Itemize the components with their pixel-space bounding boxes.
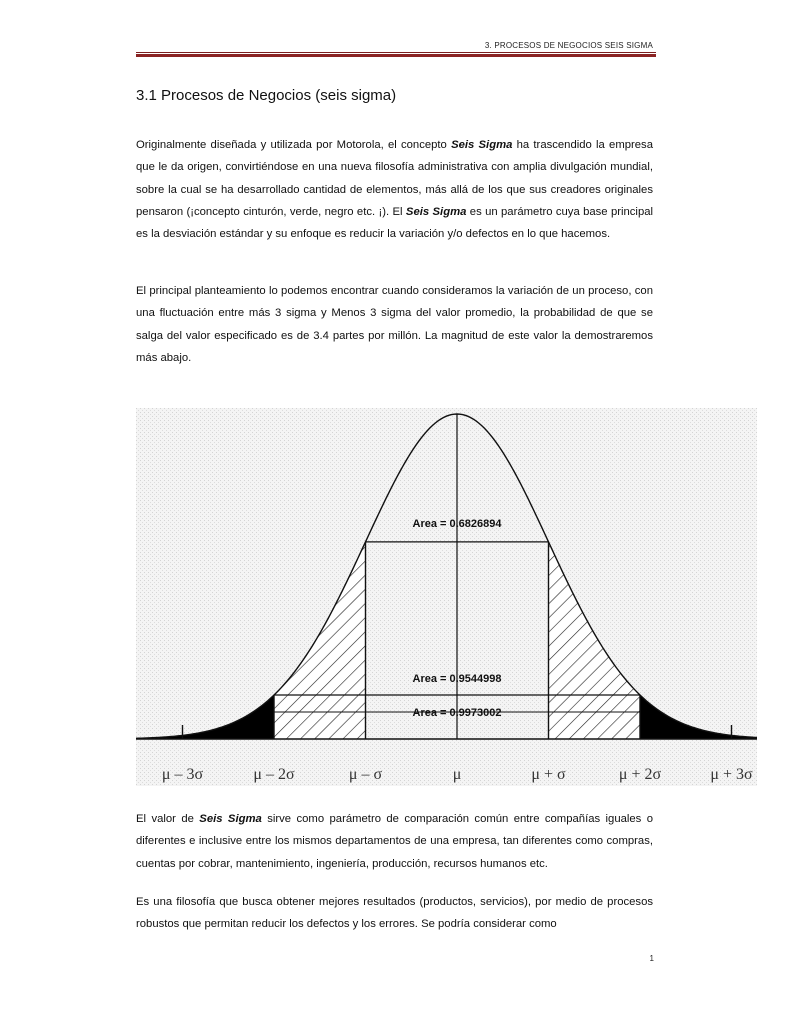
paragraph-intro: Originalmente diseñada y utilizada por Motorola, el concepto Seis Sigma ha trascendido la empresa que le da origen, convirtiéndose en una nueva filosofía administrativa con amplia divulgación mundial, sobre la cual se ha desarrollado cantidad de elementos, más allá de los que sus creadores originales pensaron (¡concepto cinturón, verde, negro etc. ¡). El Seis Sigma es un parámetro cuya base principal es la desviación estándar y su enfoque es reducir la variación y/o defectos en lo que hacemos. (136, 139, 654, 241)
area-label: Area = 0.9973002 (412, 707, 502, 720)
axis-tick-label: μ + 2σ (618, 766, 662, 783)
axis-tick-label: μ + 3σ (710, 766, 753, 783)
running-header: 3. PROCESOS DE NEGOCIOS SEIS SIGMA (484, 41, 653, 50)
page-number: 1 (649, 954, 654, 963)
seis-sigma-emphasis: Seis Sigma (405, 205, 467, 218)
normal-distribution-figure (136, 408, 757, 786)
area-label: Area = 0.9544998 (412, 673, 502, 686)
area-label: Area = 0.6826894 (412, 517, 502, 530)
axis-tick-label: μ – σ (348, 766, 383, 783)
paragraph-comparison: El valor de Seis Sigma sirve como parámetro de comparación común entre compañías iguales o diferentes e inclusive entre los mismos departamentos de una empresa, tan diferentes como compras, cuentas por cobrar, mantenimiento, ingeniería, producción, recursos humanos etc. (136, 813, 654, 870)
seis-sigma-emphasis: Seis Sigma (199, 813, 262, 825)
axis-tick-label: μ (452, 766, 462, 783)
axis-tick-label: μ – 2σ (253, 766, 295, 783)
section-title: 3.1 Procesos de Negocios (seis sigma) (136, 87, 397, 104)
seis-sigma-emphasis: Seis Sigma (451, 139, 513, 151)
axis-tick-label: μ + σ (531, 766, 566, 783)
paragraph-philosophy: Es una filosofía que busca obtener mejores resultados (productos, servicios), por medio de procesos robustos que permitan reducir los defectos y los errores. Se podría considerar como (136, 896, 653, 931)
header-rule (136, 52, 656, 57)
paragraph-principal: El principal planteamiento lo podemos encontrar cuando consideramos la variación de un proceso, con una fluctuación entre más 3 sigma y Menos 3 sigma del valor promedio, la probabilidad de que se salga del valor especificado es de 3.4 partes por millón. La magnitud de este valor la demostraremos más abajo. (136, 285, 653, 364)
axis-tick-label: μ – 3σ (161, 766, 204, 783)
